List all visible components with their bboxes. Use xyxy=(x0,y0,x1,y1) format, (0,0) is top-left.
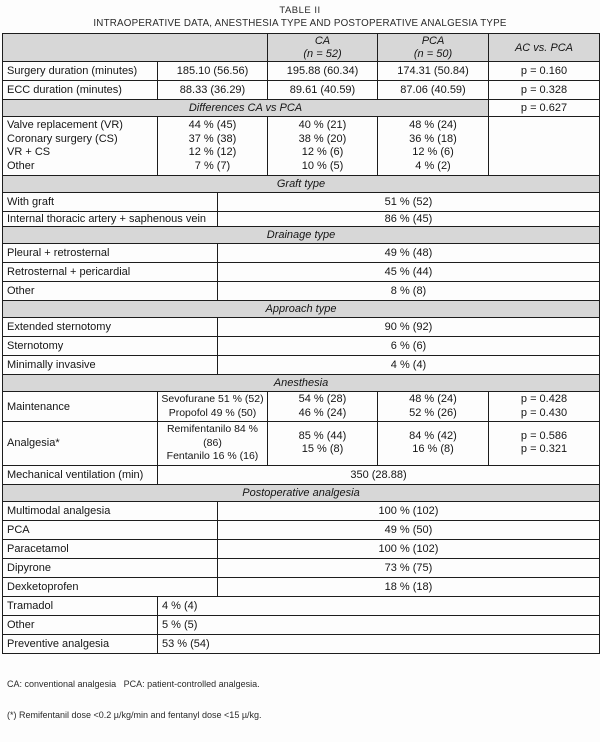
value-pca: 174.31 (50.84) xyxy=(378,62,489,81)
section-row-postoperative xyxy=(3,484,600,501)
table-row-approach-2 xyxy=(3,337,600,356)
header-pca-n: (n = 50) xyxy=(413,47,453,60)
section-row-drainage xyxy=(3,227,600,244)
row-label: Tramadol xyxy=(3,596,158,615)
surgery-type-values-pca xyxy=(378,117,489,176)
table-row-maintenance xyxy=(3,392,600,422)
agent-line: Propofol 49 % (50) xyxy=(168,406,257,419)
value-ca: 46 % (24) xyxy=(298,406,347,419)
value-all: 37 % (38) xyxy=(188,132,237,145)
row-label: Extended sternotomy xyxy=(3,318,218,337)
row-value: 45 % (44) xyxy=(218,263,600,282)
agent-line: Fentanilo 16 % (16) xyxy=(166,450,259,462)
value-all: 7 % (7) xyxy=(194,159,231,172)
section-row-approach xyxy=(3,301,600,318)
surgery-type-labels xyxy=(3,117,158,176)
footnote-doses: (*) Remifentanil dose <0.2 µ/kg/min and fentanyl dose <15 µ/kg. xyxy=(7,710,262,720)
maintenance-agents xyxy=(158,392,268,422)
surgery-type-values-ca xyxy=(268,117,378,176)
row-value: 73 % (75) xyxy=(218,558,600,577)
header-row xyxy=(3,34,600,62)
value-pca: 4 % (2) xyxy=(415,159,451,172)
value-all: 185.10 (56.56) xyxy=(158,62,268,81)
table-row-multimodal xyxy=(3,501,600,520)
row-label: Minimally invasive xyxy=(3,356,218,375)
value-ca: 195.88 (60.34) xyxy=(268,62,378,81)
analgesia-ca xyxy=(268,422,378,466)
row-value: 49 % (50) xyxy=(218,520,600,539)
header-ca-n: (n = 52) xyxy=(303,47,342,60)
value-ca: 10 % (5) xyxy=(301,159,344,172)
footnotes xyxy=(7,658,598,742)
table-row-mech-vent xyxy=(3,465,600,484)
row-label: ECC duration (minutes) xyxy=(3,81,158,100)
value-ca: 85 % (44) xyxy=(298,429,347,442)
row-label: Sternotomy xyxy=(3,337,218,356)
table-row-ita-graft xyxy=(3,212,600,227)
agent-line: (86) xyxy=(203,436,222,449)
row-value: 4 % (4) xyxy=(158,596,600,615)
row-label: Mechanical ventilation (min) xyxy=(3,465,158,484)
row-label: Dipyrone xyxy=(3,558,218,577)
surgery-type-label: Coronary surgery (CS) xyxy=(7,132,118,145)
header-ca-name: CA xyxy=(314,35,331,47)
table-row-ecc-duration xyxy=(3,81,600,100)
row-value: 18 % (18) xyxy=(218,577,600,596)
header-pca-cell xyxy=(378,34,489,62)
analgesia-p xyxy=(489,422,600,466)
row-value: 8 % (8) xyxy=(218,282,600,301)
row-label: Pleural + retrosternal xyxy=(3,244,218,263)
row-label: Paracetamol xyxy=(3,539,218,558)
row-label: Dexketoprofen xyxy=(3,577,218,596)
header-empty-cell xyxy=(3,34,268,62)
section-title: Postoperative analgesia xyxy=(3,484,600,501)
section-title: Drainage type xyxy=(3,227,600,244)
analgesia-agents xyxy=(158,422,268,466)
value-pca: 36 % (18) xyxy=(409,132,457,145)
value-pca: 84 % (42) xyxy=(409,429,457,442)
row-label: With graft xyxy=(3,193,218,212)
value-all: 44 % (45) xyxy=(188,119,237,131)
maintenance-pca xyxy=(378,392,489,422)
value-ca: 38 % (20) xyxy=(298,132,347,145)
table-row-with-graft xyxy=(3,193,600,212)
table-row-tramadol xyxy=(3,596,600,615)
table-number: TABLE II xyxy=(279,5,321,16)
section-title: Approach type xyxy=(3,301,600,318)
row-label: PCA xyxy=(3,520,218,539)
maintenance-ca xyxy=(268,392,378,422)
row-value: 100 % (102) xyxy=(218,539,600,558)
value-ca: 54 % (28) xyxy=(298,393,347,405)
agent-line: Sevofurane 51 % (52) xyxy=(161,393,264,405)
value-pca: 12 % (6) xyxy=(412,146,454,158)
row-label: Maintenance xyxy=(3,392,158,422)
table-row-dipyrone xyxy=(3,558,600,577)
row-label: Retrosternal + pericardial xyxy=(3,263,218,282)
surgery-type-values-all xyxy=(158,117,268,176)
table-row-surgery-types xyxy=(3,117,600,176)
table-row-pca xyxy=(3,520,600,539)
value-ca: 89.61 (40.59) xyxy=(268,81,378,100)
section-title: Anesthesia xyxy=(3,375,600,392)
value-p: p = 0.160 xyxy=(489,62,600,81)
row-label: Other xyxy=(3,282,218,301)
value-p: p = 0.428 xyxy=(520,393,568,405)
row-value: 350 (28.88) xyxy=(158,465,600,484)
analgesia-pca xyxy=(378,422,489,466)
value-p: p = 0.430 xyxy=(520,406,568,419)
surgery-type-empty-cell xyxy=(489,117,600,176)
header-ca-cell xyxy=(268,34,378,62)
table-row-drainage-2 xyxy=(3,263,600,282)
value-pca: 52 % (26) xyxy=(409,406,457,419)
row-value: 53 % (54) xyxy=(158,634,600,653)
row-value: 49 % (48) xyxy=(218,244,600,263)
value-ca: 12 % (6) xyxy=(301,146,344,158)
value-all: 88.33 (36.29) xyxy=(158,81,268,100)
value-ca: 15 % (8) xyxy=(301,443,344,456)
row-value: 4 % (4) xyxy=(218,356,600,375)
differences-label: Differences CA vs PCA xyxy=(3,100,489,117)
row-label: Other xyxy=(3,615,158,634)
row-value: 6 % (6) xyxy=(218,337,600,356)
surgery-type-label: Valve replacement (VR) xyxy=(7,119,123,131)
row-label: Analgesia* xyxy=(3,422,158,466)
row-label: Preventive analgesia xyxy=(3,634,158,653)
row-value: 5 % (5) xyxy=(158,615,600,634)
table-row-paracetamol xyxy=(3,539,600,558)
row-value: 100 % (102) xyxy=(218,501,600,520)
table-row-approach-1 xyxy=(3,318,600,337)
table-row-differences xyxy=(3,100,600,117)
table-row-preventive xyxy=(3,634,600,653)
header-comparison-cell: AC vs. PCA xyxy=(489,34,600,62)
table-row-other-analgesia xyxy=(3,615,600,634)
surgery-type-label: Other xyxy=(7,159,35,172)
value-ca: 40 % (21) xyxy=(298,119,347,131)
section-title: Graft type xyxy=(3,176,600,193)
maintenance-p xyxy=(489,392,600,422)
value-p: p = 0.321 xyxy=(520,443,568,456)
row-value: 51 % (52) xyxy=(218,193,600,212)
value-p: p = 0.328 xyxy=(489,81,600,100)
row-value: 86 % (45) xyxy=(218,212,600,227)
table-row-drainage-1 xyxy=(3,244,600,263)
footnote-abbreviations: CA: conventional analgesia PCA: patient-controlled analgesia. xyxy=(7,678,260,689)
table-row-drainage-3 xyxy=(3,282,600,301)
table-row-dexketoprofen xyxy=(3,577,600,596)
table-row-analgesia xyxy=(3,422,600,466)
section-row-graft xyxy=(3,176,600,193)
section-row-anesthesia xyxy=(3,375,600,392)
value-pca: 16 % (8) xyxy=(412,443,454,456)
value-pca: 48 % (24) xyxy=(409,393,457,405)
value-pca: 87.06 (40.59) xyxy=(378,81,489,100)
header-pca-name: PCA xyxy=(421,35,445,47)
row-label: Multimodal analgesia xyxy=(3,501,218,520)
row-label: Surgery duration (minutes) xyxy=(3,62,158,81)
table-caption: INTRAOPERATIVE DATA, ANESTHESIA TYPE AND POSTOPERATIVE ANALGESIA TYPE xyxy=(93,18,507,29)
row-label: Internal thoracic artery + saphenous vein xyxy=(3,212,218,227)
agent-line: Remifentanilo 84 % xyxy=(166,423,259,435)
value-all: 12 % (12) xyxy=(188,146,237,158)
surgery-type-label: VR + CS xyxy=(7,146,51,158)
value-pca: 48 % (24) xyxy=(409,119,457,131)
differences-p: p = 0.627 xyxy=(489,100,600,117)
data-table xyxy=(2,33,600,654)
value-p: p = 0.586 xyxy=(520,429,568,442)
row-value: 90 % (92) xyxy=(218,318,600,337)
table-row-surgery-duration xyxy=(3,62,600,81)
table-row-approach-3 xyxy=(3,356,600,375)
